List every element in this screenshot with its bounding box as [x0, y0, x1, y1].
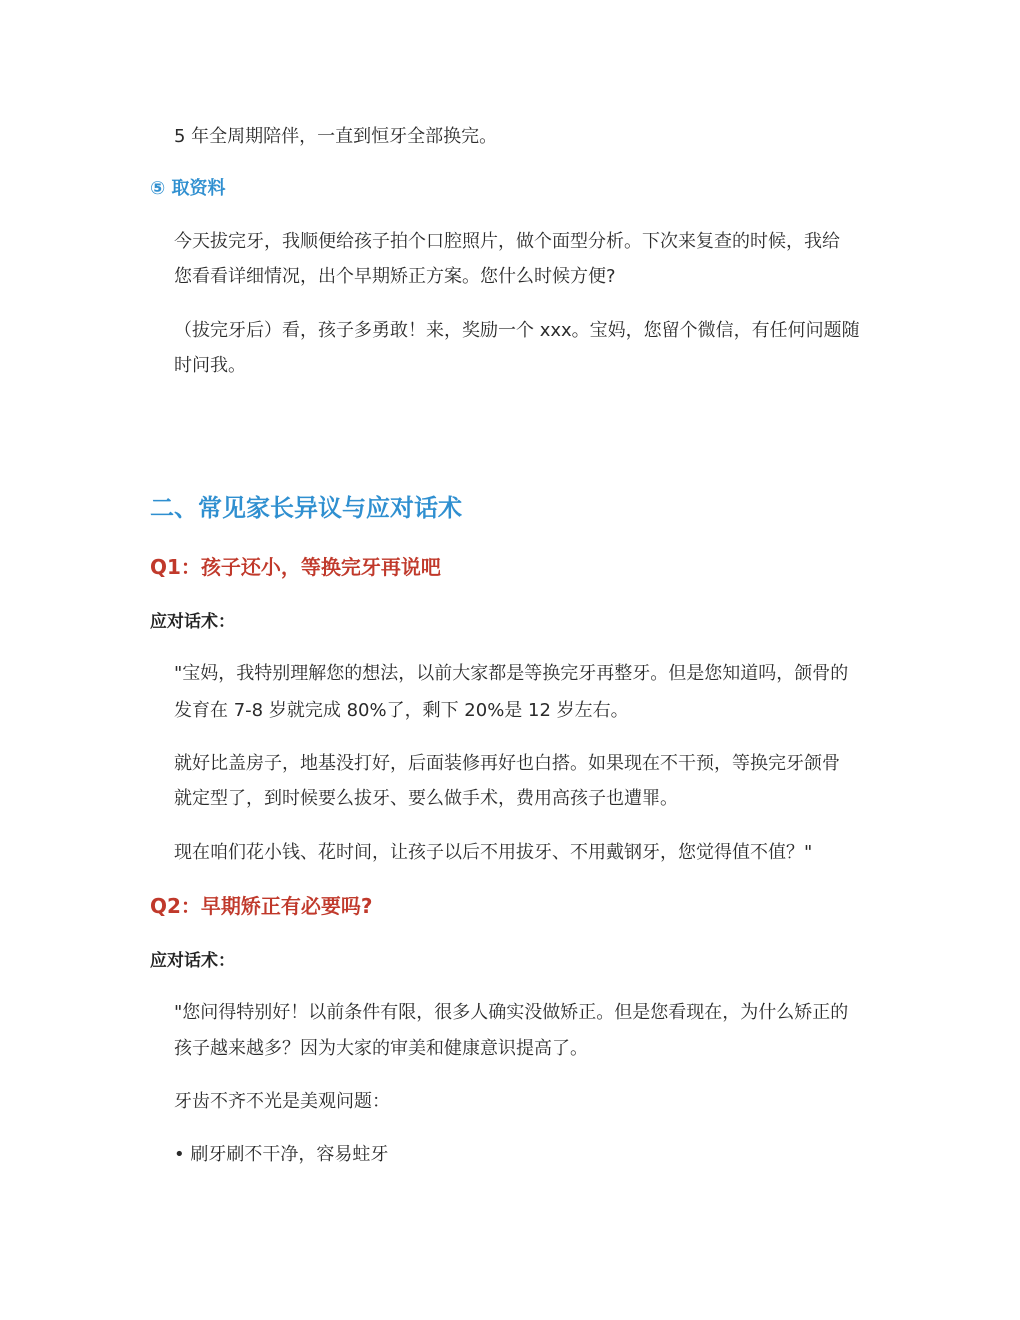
section2-title: 二、常见家长异议与应对话术 [150, 494, 462, 522]
step5-label: ⑤ 取资料 [150, 178, 226, 199]
q1-para3: 现在咱们花小钱、花时间，让孩子以后不用拔牙、不用戴钢牙，您觉得值不值？" [174, 842, 813, 863]
q2-bullet1: • 刷牙刷不干净，容易蛀牙 [174, 1144, 389, 1165]
step5-para2-line1: （拔完牙后）看，孩子多勇敢！来，奖励一个 xxx。宝妈，您留个微信，有任何问题随 [174, 320, 860, 341]
step5-para2-line2: 时问我。 [174, 355, 246, 376]
q1-question: Q1：孩子还小，等换完牙再说吧 [150, 555, 441, 579]
step5-para1-line2: 您看看详细情况，出个早期矫正方案。您什么时候方便? [174, 266, 616, 287]
q2-question: Q2：早期矫正有必要吗? [150, 894, 373, 918]
q1-para1-line1: "宝妈，我特别理解您的想法，以前大家都是等换完牙再整牙。但是您知道吗，颌骨的 [174, 663, 849, 684]
q2-para1-line1: "您问得特别好！以前条件有限，很多人确实没做矫正。但是您看现在，为什么矫正的 [174, 1002, 849, 1023]
q1-para2-line1: 就好比盖房子，地基没打好，后面装修再好也白搭。如果现在不干预，等换完牙颌骨 [174, 753, 840, 774]
q2-para2: 牙齿不齐不光是美观问题： [174, 1091, 390, 1112]
step5-para1-line1: 今天拔完牙，我顺便给孩子拍个口腔照片，做个面型分析。下次来复查的时候，我给 [174, 231, 840, 252]
q2-para1-line2: 孩子越来越多？因为大家的审美和健康意识提高了。 [174, 1038, 588, 1059]
q1-para2-line2: 就定型了，到时候要么拔牙、要么做手术，费用高孩子也遭罪。 [174, 788, 678, 809]
q1-answer-label: 应对话术： [150, 612, 235, 632]
q2-answer-label: 应对话术： [150, 951, 235, 971]
intro-line: 5 年全周期陪伴，一直到恒牙全部换完。 [174, 126, 498, 147]
q1-para1-line2: 发育在 7-8 岁就完成 80%了，剩下 20%是 12 岁左右。 [174, 700, 629, 721]
